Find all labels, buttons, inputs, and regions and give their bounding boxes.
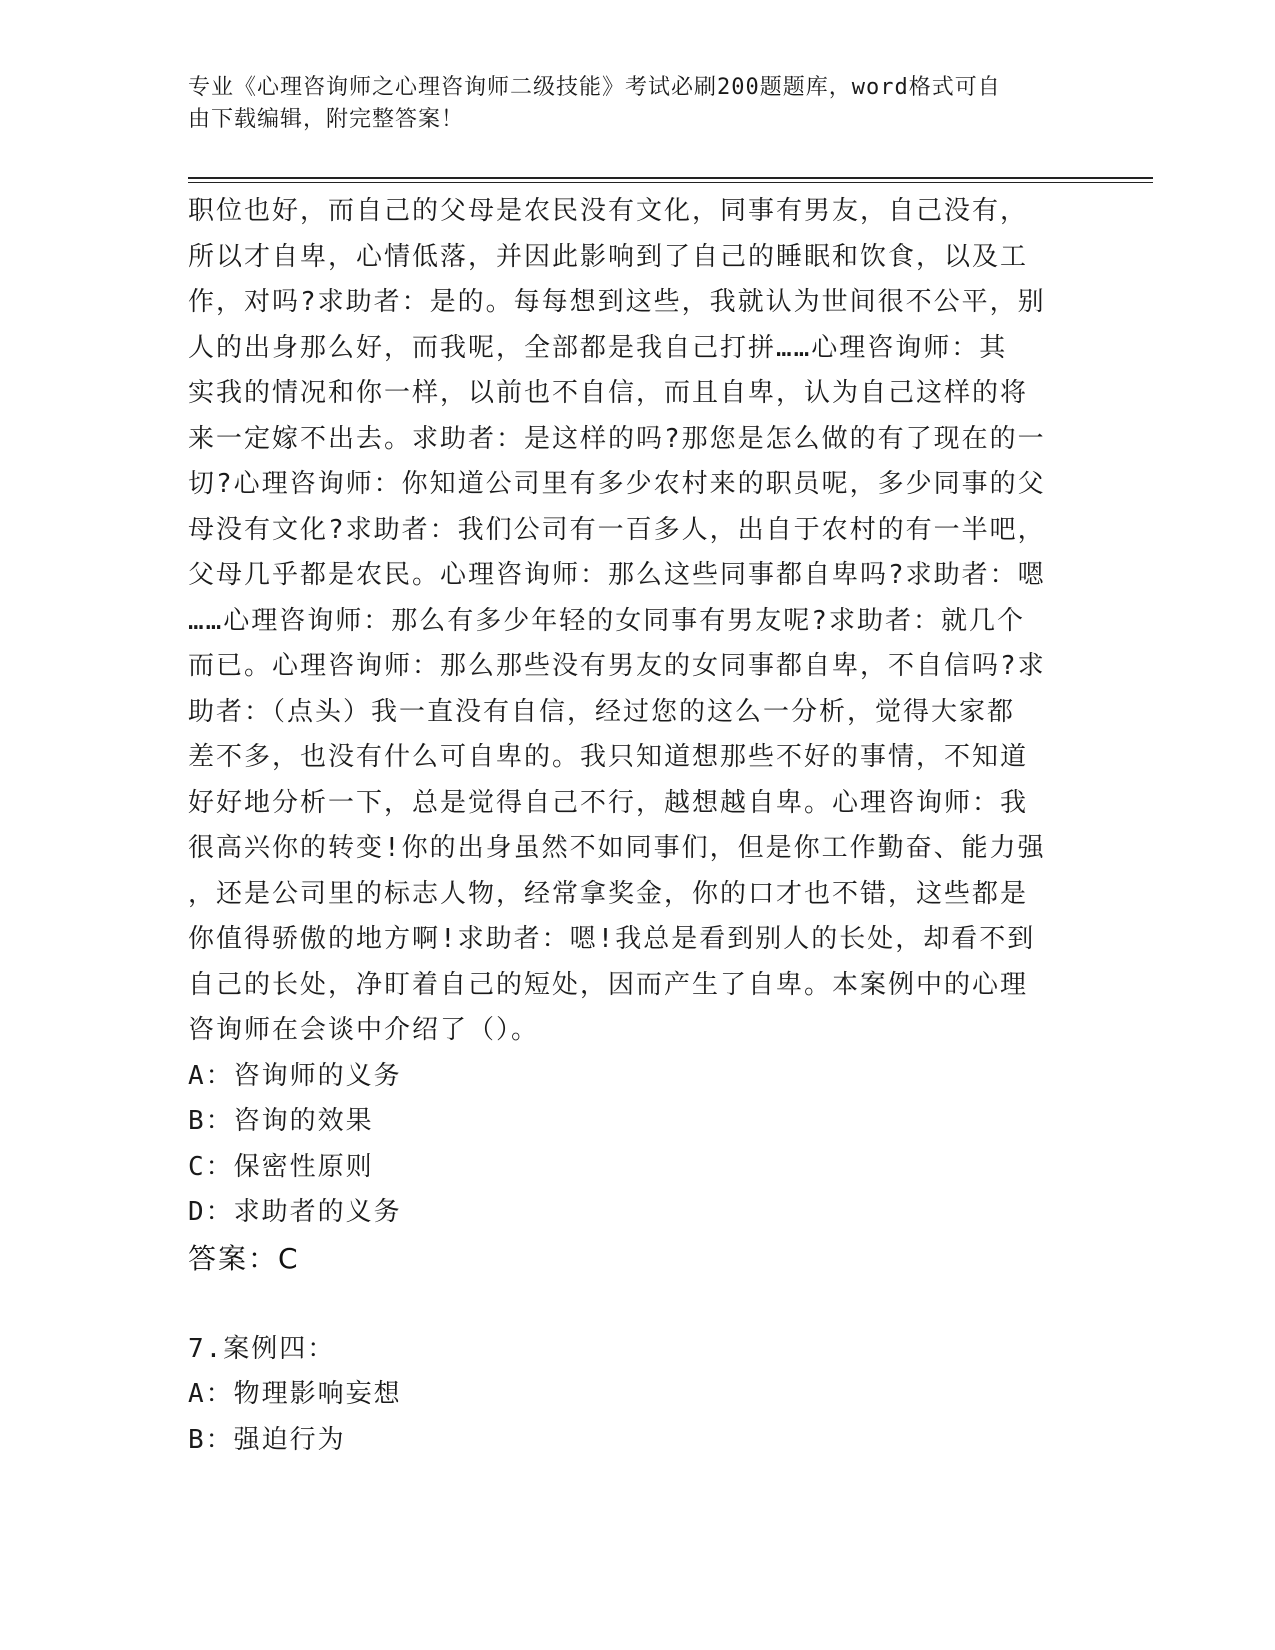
question-6-options (188, 1054, 1068, 1236)
option-d: D：求助者的义务 (188, 1197, 402, 1227)
passage-line: 父母几乎都是农民。心理咨询师：那么这些同事都自卑吗?求助者：嗯 (188, 560, 1046, 590)
passage-line: 切?心理咨询师：你知道公司里有多少农村来的职员呢，多少同事的父 (188, 469, 1046, 499)
passage-line: 差不多，也没有什么可自卑的。我只知道想那些不好的事情，不知道 (188, 742, 1029, 772)
passage-line: 助者：（点头）我一直没有自信，经过您的这么一分析，觉得大家都 (188, 696, 1016, 727)
passage-line: 而已。心理咨询师：那么那些没有男友的女同事都自卑，不自信吗?求 (188, 651, 1046, 681)
passage-line: 职位也好，而自己的父母是农民没有文化，同事有男友，自己没有， (188, 196, 1029, 226)
document-header (188, 72, 1068, 136)
passage-line: 咨询师在会谈中介绍了（）。 (188, 1015, 540, 1045)
passage-line: 来一定嫁不出去。求助者：是这样的吗?那您是怎么做的有了现在的一 (188, 423, 1046, 454)
question-spacer (188, 1281, 1068, 1327)
option-a: A：咨询师的义务 (188, 1060, 402, 1091)
passage-line: 人的出身那么好，而我呢，全部都是我自己打拼……心理咨询师：其 (188, 332, 1008, 363)
answer-label: 答案：C (188, 1241, 300, 1275)
option-b: B：咨询的效果 (188, 1106, 374, 1136)
passage-line: 所以才自卑，心情低落，并因此影响到了自己的睡眠和饮食，以及工 (188, 241, 1029, 272)
option-a: A：物理影响妄想 (188, 1379, 402, 1409)
passage-line: 好好地分析一下，总是觉得自己不行，越想越自卑。心理咨询师：我 (188, 787, 1029, 818)
option-b: B：强迫行为 (188, 1424, 346, 1455)
header-divider-thin (188, 182, 1153, 183)
header-divider-thick (188, 177, 1153, 179)
header-line-2: 由下载编辑，附完整答案！ (188, 107, 465, 132)
passage-line: 你值得骄傲的地方啊!求助者：嗯!我总是看到别人的长处，却看不到 (188, 924, 1036, 954)
question-title: 7.案例四： (188, 1333, 336, 1364)
passage-line: 自己的长处，净盯着自己的短处，因而产生了自卑。本案例中的心理 (188, 969, 1029, 1000)
passage-line: ……心理咨询师：那么有多少年轻的女同事有男友呢?求助者：就几个 (188, 605, 1025, 636)
option-c: C：保密性原则 (188, 1151, 374, 1182)
passage-line: 实我的情况和你一样，以前也不自信，而且自卑，认为自己这样的将 (188, 378, 1029, 408)
header-line-1: 专业《心理咨询师之心理咨询师二级技能》考试必刷200题题库，word格式可自 (188, 75, 1001, 100)
document-body (188, 189, 1068, 1463)
passage-line: 很高兴你的转变!你的出身虽然不如同事们，但是你工作勤奋、能力强 (188, 833, 1046, 863)
passage-line: 母没有文化?求助者：我们公司有一百多人，出自于农村的有一半吧， (188, 514, 1046, 545)
passage-line: 作，对吗?求助者：是的。每每想到这些，我就认为世间很不公平，别 (188, 287, 1046, 317)
question-7 (188, 1327, 1068, 1464)
passage-line: ，还是公司里的标志人物，经常拿奖金，你的口才也不错，这些都是 (188, 878, 1029, 909)
passage (188, 189, 1068, 1054)
